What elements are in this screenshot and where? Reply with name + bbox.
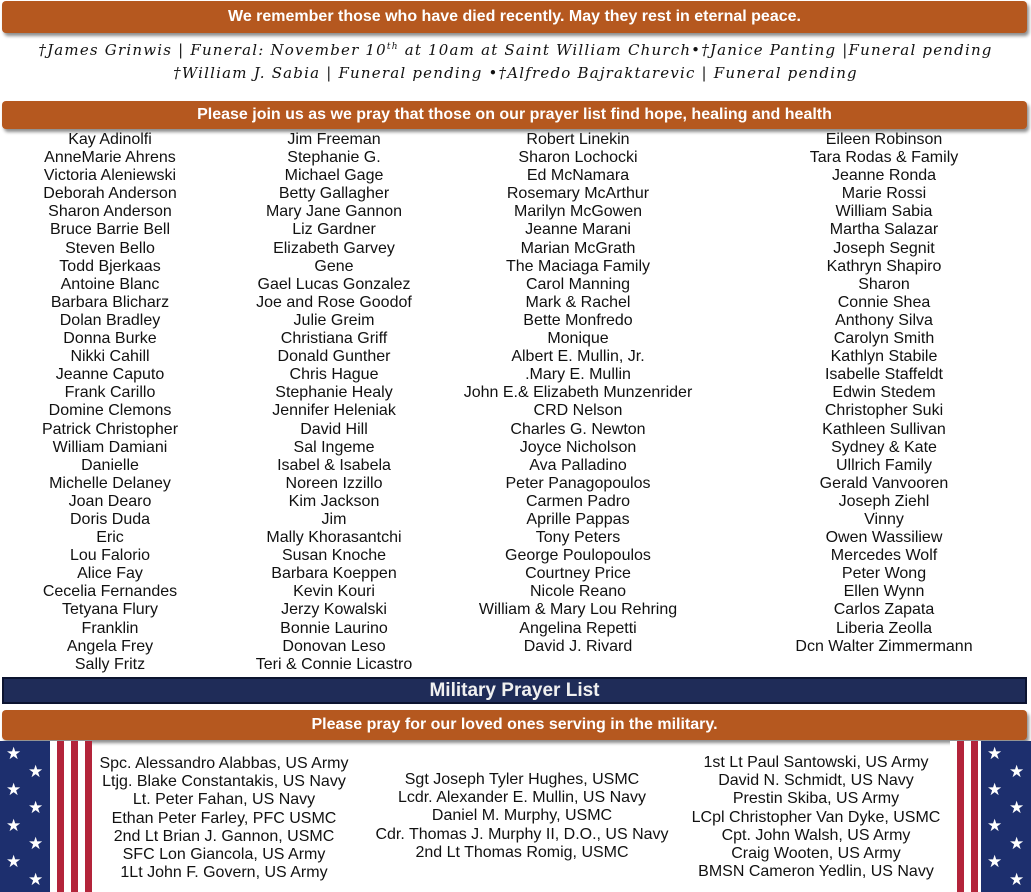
recent-deaths-line-1-text: †James Grinwis | Funeral: November 10	[38, 41, 387, 59]
prayer-list-name: Bette Monfredo	[523, 311, 633, 329]
prayer-list-name: Jeanne Marani	[525, 221, 631, 239]
prayer-list-name: Teri & Connie Licastro	[255, 655, 413, 673]
prayer-list-name: Gerald Vanvooren	[819, 474, 949, 492]
prayer-list-name: Domine Clemons	[48, 402, 172, 420]
prayer-list-name: Ullrich Family	[836, 456, 932, 474]
prayer-list-name: Edwin Stedem	[832, 384, 936, 402]
prayer-list-name: Isabelle Staffeldt	[824, 366, 943, 384]
star-icon: ★	[1009, 798, 1025, 817]
star-icon: ★	[28, 834, 44, 853]
prayer-list-name: Ava Palladino	[529, 456, 627, 474]
prayer-list-name: Peter Wong	[841, 565, 927, 583]
star-icon: ★	[6, 780, 22, 799]
military-service-member: Lt. Peter Fahan, US Navy	[132, 791, 316, 809]
military-service-member: Prestin Skiba, US Army	[732, 790, 900, 808]
military-service-member: Sgt Joseph Tyler Hughes, USMC	[404, 771, 640, 788]
military-column-2	[362, 771, 682, 862]
prayer-list-name: Barbara Koeppen	[271, 565, 397, 583]
military-prayer-list-heading: Military Prayer List	[2, 677, 1027, 704]
prayer-list-name: Monique	[547, 330, 609, 348]
prayer-list-name: Donovan Leso	[282, 637, 386, 655]
flag-canton	[0, 741, 50, 892]
prayer-list-name: Carolyn Smith	[833, 330, 935, 348]
prayer-list-name: Julie Greim	[293, 311, 375, 329]
military-service-member: BMSN Cameron Yedlin, US Navy	[698, 863, 934, 881]
star-icon: ★	[6, 744, 22, 763]
prayer-list-name: Albert E. Mullin, Jr.	[511, 348, 645, 366]
prayer-list-name: Tony Peters	[535, 529, 621, 547]
prayer-list-name: Bruce Barrie Bell	[49, 221, 171, 239]
prayer-list-name: Eileen Robinson	[825, 131, 943, 148]
recent-deaths-line-1-rest: at 10am at Saint William Church•†Janice Panting |Funeral pending	[398, 41, 993, 59]
military-service-member: 2nd Lt Brian J. Gannon, USMC	[113, 827, 335, 845]
recent-deaths-line-1	[0, 41, 1031, 59]
military-service-member: Lcdr. Alexander E. Mullin, US Navy	[397, 789, 647, 807]
prayer-list-name: Donna Burke	[63, 330, 157, 348]
prayer-list-name: Courtney Price	[525, 565, 631, 583]
prayer-list-name: Todd Bjerkaas	[59, 257, 161, 275]
star-icon: ★	[28, 870, 44, 889]
prayer-list-name: Dolan Bradley	[59, 311, 161, 329]
prayer-list-name: Dcn Walter Zimmermann	[795, 637, 973, 655]
prayer-list-name: Cecelia Fernandes	[42, 583, 178, 601]
military-column-1	[88, 755, 360, 882]
prayer-list-name: Jennifer Heleniak	[272, 402, 396, 420]
prayer-list-name: Mark & Rachel	[525, 293, 631, 311]
prayer-list-column-4	[774, 131, 994, 656]
prayer-list-name: Charles G. Newton	[510, 420, 646, 438]
flag-stripes	[50, 741, 92, 892]
prayer-list-name: Carmen Padro	[525, 492, 631, 510]
prayer-list-column-3	[448, 131, 708, 656]
prayer-list-name: Owen Wassiliew	[825, 529, 943, 547]
prayer-list-name: Sharon	[858, 275, 910, 293]
prayer-list-name: Antoine Blanc	[60, 275, 160, 293]
prayer-list-name: Angela Frey	[66, 637, 154, 655]
prayer-list-column-1	[10, 131, 210, 674]
military-banner: Please pray for our loved ones serving in the military.	[2, 710, 1027, 740]
prayer-list-name: David J. Rivard	[523, 637, 633, 655]
military-service-member: Cdr. Thomas J. Murphy II, D.O., US Navy	[375, 825, 669, 843]
prayer-list-name: Chris Hague	[289, 366, 379, 384]
star-icon: ★	[987, 816, 1003, 835]
prayer-list-name: Anthony Silva	[835, 311, 933, 329]
prayer-list-name: Jeanne Ronda	[831, 167, 937, 185]
prayer-list-name: Isabel & Isabela	[277, 456, 391, 474]
prayer-list-name: Martha Salazar	[829, 221, 939, 239]
american-flag-icon	[950, 741, 1031, 892]
recent-deaths-line-2: †William J. Sabia | Funeral pending •†Alfredo Bajraktarevic | Funeral pending	[173, 64, 858, 82]
prayer-list-name: Michael Gage	[284, 167, 384, 185]
prayer-list-name: William Sabia	[835, 203, 933, 221]
star-icon: ★	[1009, 870, 1025, 889]
prayer-list-name: Liz Gardner	[292, 221, 376, 239]
military-service-member: 1st Lt Paul Santowski, US Army	[703, 754, 929, 771]
prayer-list-name: Franklin	[81, 619, 139, 637]
star-icon: ★	[28, 798, 44, 817]
prayer-list-name: Jerzy Kowalski	[281, 601, 387, 619]
prayer-list-name: Christiana Griff	[280, 330, 388, 348]
military-service-member: Ethan Peter Farley, PFC USMC	[111, 809, 337, 827]
prayer-list-name: Susan Knoche	[281, 547, 387, 565]
prayer-list-name: David Hill	[300, 420, 368, 438]
military-service-member: David N. Schmidt, US Navy	[718, 772, 914, 790]
military-service-member: 1Lt John F. Govern, US Army	[120, 864, 328, 882]
prayer-list-banner: Please join us as we pray that those on our prayer list find hope, healing and health	[2, 101, 1027, 129]
prayer-list-name: Vinny	[864, 510, 904, 528]
prayer-list-name: Sharon Lochocki	[518, 149, 638, 167]
star-icon: ★	[987, 744, 1003, 763]
recent-deaths-banner: We remember those who have died recently. May they rest in eternal peace.	[2, 1, 1027, 33]
ordinal-suffix: th	[386, 42, 399, 52]
prayer-list-name: Gene	[314, 257, 354, 275]
prayer-list-name: Victoria Aleniewski	[43, 167, 177, 185]
prayer-list-name: Doris Duda	[69, 510, 151, 528]
military-service-member: Craig Wooten, US Army	[731, 844, 901, 862]
star-icon: ★	[6, 852, 22, 871]
prayer-list-name: Mary Jane Gannon	[265, 203, 403, 221]
prayer-list-name: Kim Jackson	[288, 492, 380, 510]
prayer-list-name: Connie Shea	[837, 293, 931, 311]
prayer-list-name: The Maciaga Family	[505, 257, 651, 275]
prayer-list-name: Rosemary McArthur	[506, 185, 650, 203]
prayer-list-name: Christopher Suki	[824, 402, 944, 420]
prayer-list-name: Angelina Repetti	[519, 619, 637, 637]
star-icon: ★	[1009, 834, 1025, 853]
prayer-list-name: Robert Linekin	[526, 131, 630, 148]
prayer-list-name: Marie Rossi	[841, 185, 927, 203]
prayer-list-name: Lou Falorio	[69, 547, 151, 565]
prayer-list-name: Stephanie Healy	[275, 384, 393, 402]
star-icon: ★	[987, 780, 1003, 799]
military-column-3	[684, 754, 948, 881]
prayer-list-name: Elizabeth Garvey	[273, 239, 395, 257]
prayer-list-name: Danielle	[81, 456, 139, 474]
prayer-list-name: Steven Bello	[65, 239, 155, 257]
prayer-list-name: Aprille Pappas	[526, 510, 630, 528]
prayer-list-name: Joyce Nicholson	[519, 438, 637, 456]
prayer-list-name: Sal Ingeme	[293, 438, 375, 456]
military-service-member: Daniel M. Murphy, USMC	[431, 807, 613, 825]
prayer-list-name: Kathryn Shapiro	[826, 257, 942, 275]
prayer-list-name: Michelle Delaney	[49, 474, 171, 492]
military-service-member: SFC Lon Giancola, US Army	[122, 845, 326, 863]
prayer-list-name: Ed McNamara	[526, 167, 630, 185]
flag-canton	[981, 741, 1031, 892]
prayer-list-name: Gael Lucas Gonzalez	[257, 275, 411, 293]
prayer-list-name: Sally Fritz	[74, 655, 146, 673]
prayer-list-name: Bonnie Laurino	[280, 619, 388, 637]
prayer-list-name: Nikki Cahill	[70, 348, 150, 366]
prayer-list-name: Liberia Zeolla	[835, 619, 933, 637]
prayer-list-name: Joseph Segnit	[833, 239, 935, 257]
prayer-list-name: Tara Rodas & Family	[809, 149, 959, 167]
prayer-list-name: Patrick Christopher	[41, 420, 179, 438]
prayer-list-name: Betty Gallagher	[278, 185, 390, 203]
prayer-list-name: Carlos Zapata	[833, 601, 935, 619]
prayer-list-name: Peter Panagopoulos	[505, 474, 651, 492]
star-icon: ★	[1009, 762, 1025, 781]
prayer-list-name: Tetyana Flury	[61, 601, 159, 619]
star-icon: ★	[28, 762, 44, 781]
prayer-list-name: Sharon Anderson	[48, 203, 172, 221]
prayer-list-name: Kay Adinolfi	[68, 131, 152, 148]
prayer-list-name: Stephanie G.	[287, 149, 381, 167]
prayer-list-name: Alice Fay	[77, 565, 143, 583]
prayer-list-name: Frank Carillo	[64, 384, 156, 402]
prayer-list-name: Donald Gunther	[277, 348, 391, 366]
star-icon: ★	[987, 852, 1003, 871]
prayer-list-name: Marian McGrath	[520, 239, 636, 257]
star-icon: ★	[6, 816, 22, 835]
prayer-list-name: Barbara Blicharz	[50, 293, 170, 311]
prayer-list-name: Kathleen Sullivan	[822, 420, 946, 438]
prayer-list-name: William Damiani	[52, 438, 168, 456]
prayer-list-name: John E.& Elizabeth Munzenrider	[463, 384, 693, 402]
prayer-list-name: Jim Freeman	[287, 131, 381, 148]
prayer-list-name: Jeanne Caputo	[55, 366, 165, 384]
prayer-list-name: Eric	[96, 529, 124, 547]
prayer-list-name: .Mary E. Mullin	[525, 366, 631, 384]
prayer-list-name: Deborah Anderson	[43, 185, 177, 203]
prayer-list-name: Joseph Ziehl	[838, 492, 930, 510]
military-service-member: Spc. Alessandro Alabbas, US Army	[99, 755, 349, 772]
prayer-list-name: Jim	[321, 510, 347, 528]
prayer-list-name: Kathlyn Stabile	[830, 348, 938, 366]
prayer-list-name: William & Mary Lou Rehring	[478, 601, 678, 619]
prayer-list-name: Marilyn McGowen	[513, 203, 643, 221]
prayer-list-name: Joan Dearo	[68, 492, 152, 510]
american-flag-icon	[0, 741, 92, 892]
prayer-list-name: Carol Manning	[525, 275, 631, 293]
prayer-list-column-2	[234, 131, 434, 674]
prayer-list-name: CRD Nelson	[533, 402, 623, 420]
military-service-member: Cpt. John Walsh, US Army	[721, 826, 911, 844]
prayer-list-name: Nicole Reano	[529, 583, 627, 601]
prayer-list-name: Kevin Kouri	[293, 583, 375, 601]
prayer-list-name: Mercedes Wolf	[830, 547, 938, 565]
military-service-member: 2nd Lt Thomas Romig, USMC	[415, 843, 629, 861]
prayer-list-name: Ellen Wynn	[843, 583, 925, 601]
prayer-list-name: George Poulopoulos	[505, 547, 651, 565]
military-service-member: LCpl Christopher Van Dyke, USMC	[691, 808, 941, 826]
prayer-list-name: Noreen Izzillo	[285, 474, 383, 492]
prayer-list-name: Mally Khorasantchi	[266, 529, 402, 547]
prayer-list-name: AnneMarie Ahrens	[44, 149, 176, 167]
prayer-list-name: Joe and Rose Goodof	[256, 293, 412, 311]
military-service-member: Ltjg. Blake Constantakis, US Navy	[102, 773, 346, 791]
prayer-list-name: Sydney & Kate	[831, 438, 937, 456]
